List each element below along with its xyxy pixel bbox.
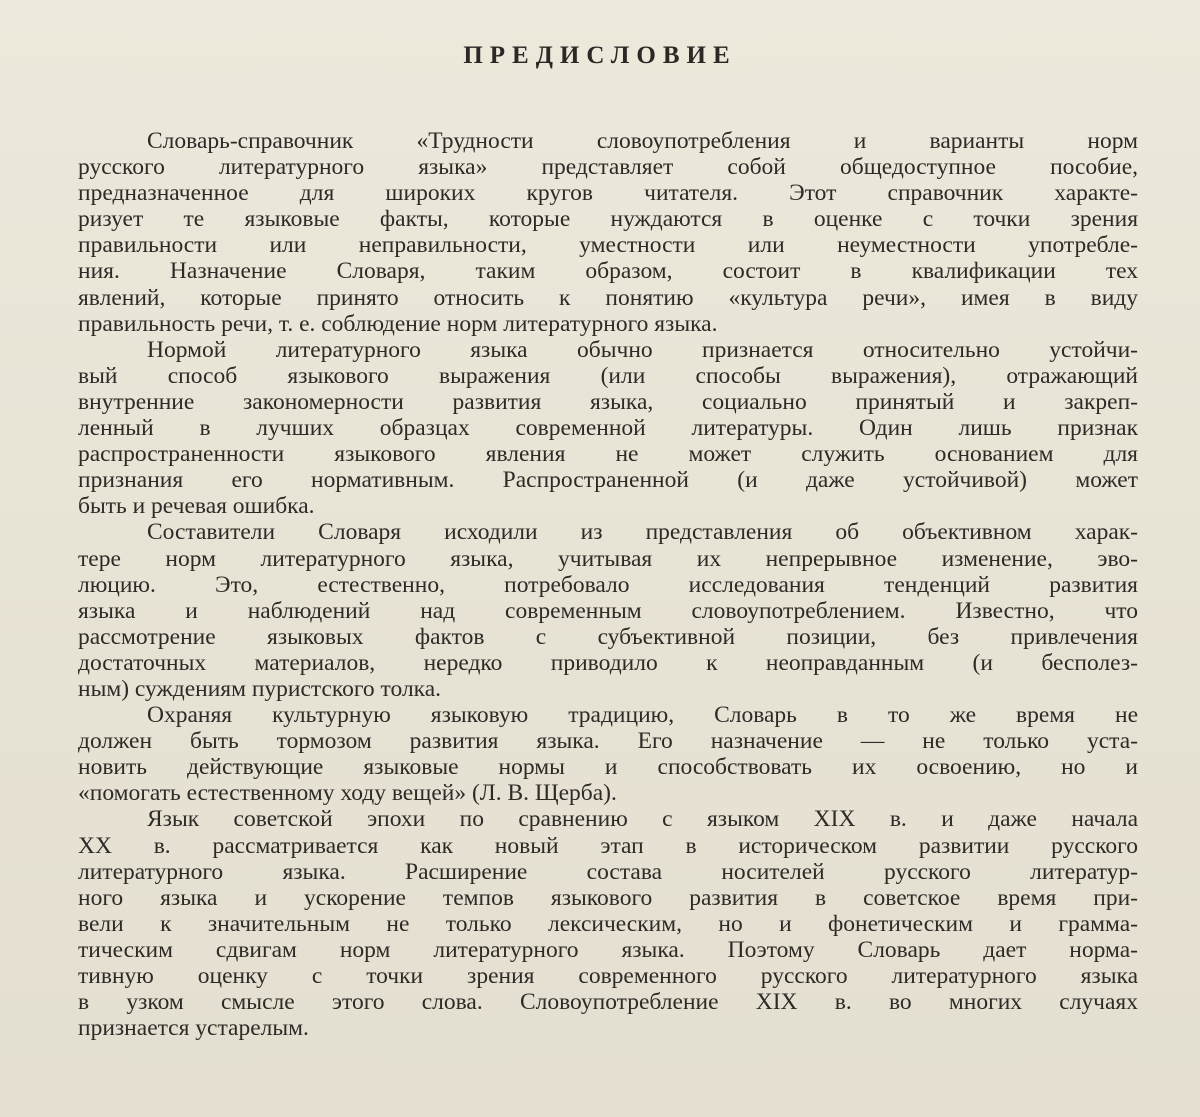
text-line: русского литературного языка» представляет собой общедоступное пособие,: [78, 154, 1138, 181]
text-line: вели к значительным не только лексическим, но и фонетическим и грамма-: [78, 910, 1138, 937]
text-line: «помогать естественному ходу вещей» (Л. В. Щерба).: [78, 780, 617, 807]
text-line: Охраняя культурную языковую традицию, Словарь в то же время не: [147, 702, 1138, 729]
text-line: Нормой литературного языка обычно признается относительно устойчи-: [147, 336, 1138, 363]
text-line: Словарь-справочник «Трудности словоупотребления и варианты норм: [147, 128, 1138, 154]
text-line: тивную оценку с точки зрения современного русского литературного языка: [78, 963, 1138, 989]
text-line: люцию. Это, естественно, потребовало исследования тенденций развития: [78, 571, 1138, 598]
text-line: вый способ языкового выражения (или способы выражения), отражающий: [78, 362, 1138, 389]
text-line: правильности или неправильности, уместности или неуместности употребле-: [78, 232, 1138, 259]
text-line: тере норм литературного языка, учитывая их непрерывное изменение, эво-: [78, 545, 1138, 572]
text-line: ленный в лучших образцах современной литературы. Один лишь признак: [78, 415, 1138, 442]
text-line: XX в. рассматривается как новый этап в историческом развитии русского: [78, 832, 1138, 859]
text-line: признается устарелым.: [78, 1015, 309, 1042]
text-line: явлений, которые принято относить к понятию «культура речи», имея в виду: [78, 284, 1138, 311]
text-line: правильность речи, т. е. соблюдение норм литературного языка.: [78, 310, 718, 337]
text-line: Язык советской эпохи по сравнению с языком XIX в. и даже начала: [147, 806, 1138, 833]
text-line: новить действующие языковые нормы и способствовать их освоению, но и: [78, 754, 1138, 781]
preface-text: [78, 128, 1138, 1041]
text-line: Составители Словаря исходили из представления об объективном харак-: [147, 519, 1138, 546]
text-line: признания его нормативным. Распространенной (и даже устойчивой) может: [78, 467, 1138, 494]
text-line: быть и речевая ошибка.: [78, 493, 315, 520]
text-line: ния. Назначение Словаря, таким образом, состоит в квалификации тех: [78, 258, 1138, 285]
text-line: тическим сдвигам норм литературного языка. Поэтому Словарь дает норма-: [78, 936, 1138, 963]
text-line: предназначенное для широких кругов читателя. Этот справочник характе-: [78, 180, 1138, 207]
text-line: рассмотрение языковых фактов с субъективной позиции, без привлечения: [78, 623, 1138, 650]
page-heading: ПРЕДИСЛОВИЕ: [463, 42, 737, 69]
text-line: ризует те языковые факты, которые нуждаются в оценке с точки зрения: [78, 206, 1138, 233]
text-line: языка и наблюдений над современным словоупотреблением. Известно, что: [78, 597, 1138, 624]
text-line: распространенности языкового явления не может служить основанием для: [78, 441, 1138, 468]
text-line: ного языка и ускорение темпов языкового развития в советское время при-: [78, 884, 1138, 911]
text-line: внутренние закономерности развития языка, социально принятый и закреп-: [78, 388, 1138, 415]
text-line: в узком смысле этого слова. Словоупотребление XIX в. во многих случаях: [78, 989, 1138, 1016]
text-line: ным) суждениям пуристского толка.: [78, 675, 442, 702]
text-line: достаточных материалов, нередко приводило к неоправданным (и бесполез-: [78, 649, 1138, 676]
text-line: литературного языка. Расширение состава носителей русского литератур-: [78, 858, 1138, 885]
text-line: должен быть тормозом развития языка. Его назначение — не только уста-: [78, 728, 1138, 755]
